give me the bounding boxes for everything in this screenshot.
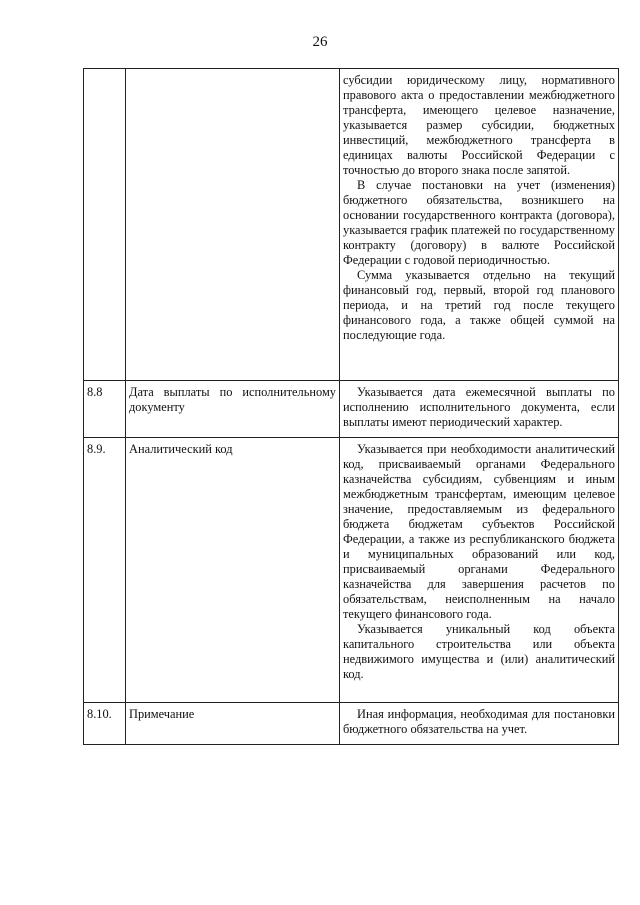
row-number: 8.8: [84, 381, 126, 438]
description-paragraph: Указывается уникальный код объекта капитального строительства или объекта недвижимого имущества и (или) аналитический код.: [343, 622, 615, 681]
table-row: [84, 69, 619, 381]
description-paragraph: В случае постановки на учет (изменения) бюджетного обязательства, возникшего на основании государственного контракта (договора), указывается график платежей по государственному контракту (договору) в валюте Российской Федерации с годовой периодичностью.: [343, 178, 615, 267]
table-row: [84, 703, 619, 745]
description-paragraph: Указывается при необходимости аналитический код, присваиваемый органами Федерального казначейства субсидиям, субвенциям и иным межбюджетным трансфертам, имеющим целевое значение, предоставляемым из федерального бюджета бюджетам субъектов Российской Федерации, а также из республиканского бюджета и муниципальных образований или код, присваиваемый органами Федерального казначейства для завершения расчетов по обязательствам, неисполненным на начало текущего финансового года.: [343, 442, 615, 621]
row-description: [340, 703, 619, 745]
description-paragraph: Сумма указывается отдельно на текущий финансовый год, первый, второй год планового периода, и на третий год после текущего финансового года, а также общей суммой на последующие года.: [343, 268, 615, 342]
row-name: Дата выплаты по исполнительному документу: [126, 381, 340, 438]
row-number: 8.10.: [84, 703, 126, 745]
table-row: [84, 438, 619, 703]
row-name: [126, 69, 340, 381]
row-number: [84, 69, 126, 381]
description-paragraph: субсидии юридическому лицу, нормативного правового акта о предоставлении межбюджетного трансферта, имеющего целевое назначение, указывается размер субсидии, бюджетных инвестиций, межбюджетного трансферта в единицах валюты Российской Федерации с точностью до второго знака после запятой.: [343, 73, 615, 177]
page-number: 26: [312, 34, 328, 50]
row-name: Примечание: [126, 703, 340, 745]
row-description: [340, 69, 619, 381]
description-paragraph: Иная информация, необходимая для постановки бюджетного обязательства на учет.: [343, 707, 615, 736]
requirements-table: [83, 68, 619, 745]
row-name: Аналитический код: [126, 438, 340, 703]
row-description: [340, 381, 619, 438]
row-number: 8.9.: [84, 438, 126, 703]
table-row: [84, 381, 619, 438]
row-description: [340, 438, 619, 703]
description-paragraph: Указывается дата ежемесячной выплаты по исполнению исполнительного документа, если выплаты имеют периодический характер.: [343, 385, 615, 429]
